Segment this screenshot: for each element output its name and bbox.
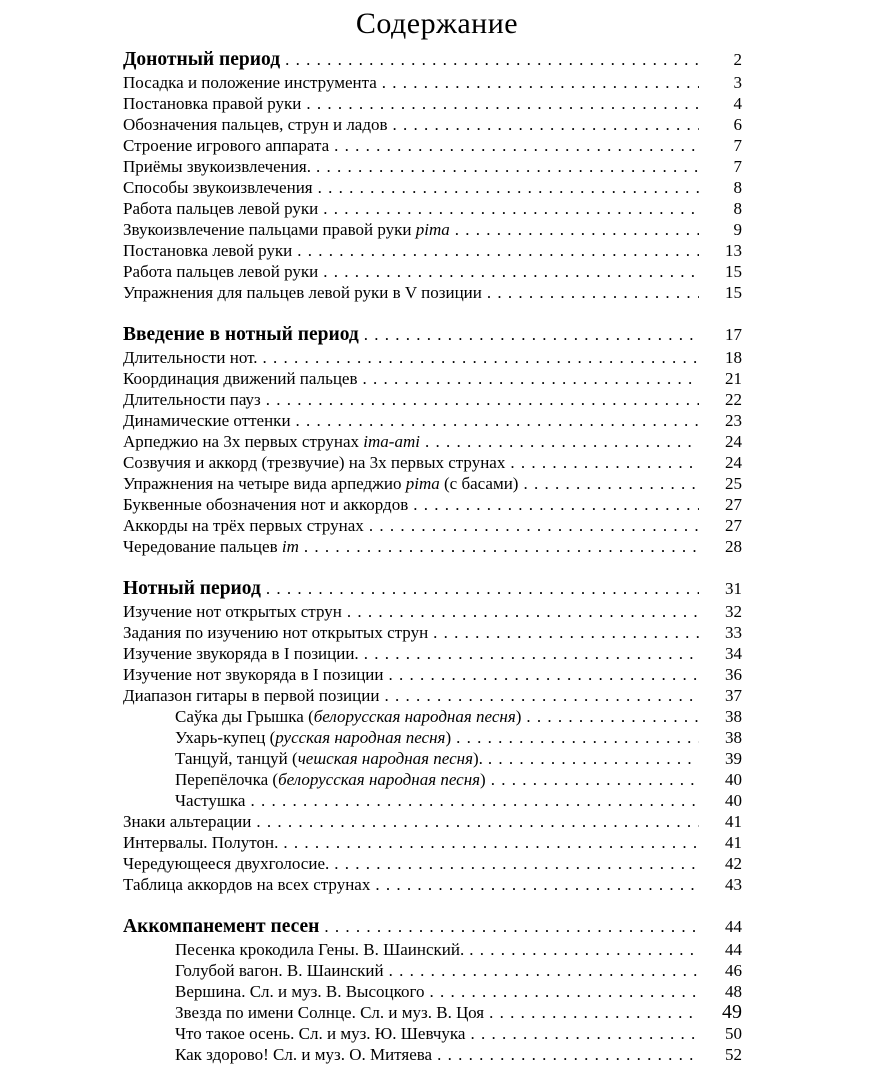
entry-text-italic: белорусская народная песня xyxy=(313,707,516,726)
toc-entry-label xyxy=(175,960,384,981)
entry-text: Знаки альтерации xyxy=(123,812,252,831)
toc-entry-row xyxy=(123,874,742,895)
toc-entry-row xyxy=(123,282,742,303)
toc-entry-label xyxy=(123,622,428,643)
toc-entry-row xyxy=(123,114,742,135)
toc-entry-row xyxy=(123,1002,742,1023)
page-number: 46 xyxy=(725,961,742,980)
dot-leader xyxy=(489,1002,699,1023)
toc-entry-label xyxy=(123,114,388,135)
toc-entry-label xyxy=(123,473,518,494)
toc-entry-label xyxy=(123,601,342,622)
toc-entry-row xyxy=(123,368,742,389)
page-number: 7 xyxy=(733,136,742,155)
toc-entry-row xyxy=(123,219,742,240)
toc-entry-label xyxy=(123,410,291,431)
toc-entry-label xyxy=(123,536,299,557)
toc-entry-label xyxy=(123,240,292,261)
toc-entry-label xyxy=(123,156,311,177)
page-number: 44 xyxy=(725,917,742,936)
entry-text: Что такое осень. Сл. и муз. Ю. Шевчука xyxy=(175,1024,466,1043)
toc-entry-label xyxy=(175,790,245,811)
dot-leader xyxy=(491,769,699,790)
entry-text: Изучение звукоряда в I позиции. xyxy=(123,644,359,663)
page-number: 21 xyxy=(725,369,742,388)
entry-text: Как здорово! Сл. и муз. О. Митяева xyxy=(175,1045,433,1064)
entry-text: ) xyxy=(480,770,486,789)
page-number: 15 xyxy=(725,283,742,302)
toc-entry-row xyxy=(123,240,742,261)
dot-leader xyxy=(304,536,699,557)
entry-text: Ухарь-купец ( xyxy=(175,728,276,747)
entry-text: Динамические оттенки xyxy=(123,411,291,430)
toc-entry-row xyxy=(123,1044,742,1065)
entry-text: ) xyxy=(515,707,522,726)
toc-entry-row xyxy=(123,494,742,515)
entry-text: Диапазон гитары в первой позиции xyxy=(123,686,380,705)
entry-text-italic: белорусская народная песня xyxy=(278,770,481,789)
toc-entry-row xyxy=(123,832,742,853)
toc-entry-row xyxy=(123,727,742,748)
page-number: 39 xyxy=(725,749,742,768)
toc-entry-row xyxy=(123,939,742,960)
entry-text: Голубой вагон. В. Шаинский xyxy=(175,961,384,980)
entry-text: Танцуй, танцуй ( xyxy=(175,749,298,768)
dot-leader xyxy=(250,790,699,811)
entry-text-italic: im xyxy=(281,537,299,556)
dot-leader xyxy=(488,748,699,769)
page-number: 36 xyxy=(725,665,742,684)
entry-text: Упражнения на четыре вида арпеджио xyxy=(123,474,406,493)
dot-leader xyxy=(323,198,699,219)
dot-leader xyxy=(389,664,700,685)
toc-entry-label xyxy=(123,832,278,853)
dot-leader xyxy=(316,156,699,177)
toc-section-row xyxy=(123,577,742,601)
page-number: 49 xyxy=(722,1001,742,1023)
toc-section-row xyxy=(123,323,742,347)
toc-entry-row xyxy=(123,769,742,790)
entry-text: Звезда по имени Солнце. Сл. и муз. В. Цоя xyxy=(175,1003,485,1022)
toc-entry-row xyxy=(123,601,742,622)
toc-entry-label xyxy=(123,389,261,410)
dot-leader xyxy=(469,939,699,960)
toc-entry-label xyxy=(175,1023,465,1044)
toc-entry-label xyxy=(123,135,329,156)
toc-section-title: Аккомпанемент песен xyxy=(123,916,320,937)
entry-text: Постановка левой руки xyxy=(123,241,293,260)
dot-leader xyxy=(437,1044,699,1065)
page-number: 34 xyxy=(725,644,742,663)
entry-text-italic: pima xyxy=(415,220,450,239)
toc-entry-label xyxy=(175,939,464,960)
toc-section-row xyxy=(123,915,742,939)
dot-leader xyxy=(384,685,699,706)
page-title: Содержание xyxy=(355,7,519,40)
entry-text: Саўка ды Грышка ( xyxy=(175,707,314,726)
toc-entry-label xyxy=(123,811,251,832)
entry-text: Изучение нот звукоряда в I позиции xyxy=(123,665,384,684)
toc-entry-label xyxy=(123,198,318,219)
dot-leader xyxy=(334,135,699,156)
dot-leader xyxy=(263,347,699,368)
page-number: 25 xyxy=(725,474,742,493)
toc-entry-label xyxy=(123,282,482,303)
toc-entry-row xyxy=(123,135,742,156)
entry-text: Таблица аккордов на всех струнах xyxy=(123,875,371,894)
toc-entry-row xyxy=(123,431,742,452)
entry-text: (с басами) xyxy=(439,474,519,493)
entry-text: Чередующееся двухголосие. xyxy=(123,854,330,873)
entry-text: Координация движений пальцев xyxy=(123,369,358,388)
dot-leader xyxy=(306,93,699,114)
toc-entry-label xyxy=(123,853,329,874)
dot-leader xyxy=(296,410,699,431)
dot-leader xyxy=(389,960,699,981)
toc-entry-row xyxy=(123,706,742,727)
toc-entry-row xyxy=(123,156,742,177)
toc-entry-label xyxy=(123,431,420,452)
page-number: 2 xyxy=(733,50,742,69)
toc-section-title: Нотный период xyxy=(123,578,261,599)
toc-entry-label xyxy=(123,452,505,473)
page-number: 23 xyxy=(725,411,742,430)
toc-entry-row xyxy=(123,536,742,557)
toc-entry-label xyxy=(123,177,313,198)
page-number: 48 xyxy=(725,982,742,1001)
entry-text: Посадка и положение инструмента xyxy=(123,73,377,92)
toc-entry-label xyxy=(175,1044,432,1065)
entry-text: Частушка xyxy=(175,791,246,810)
toc-entry-label xyxy=(123,643,359,664)
toc-entry-row xyxy=(123,515,742,536)
dot-leader xyxy=(285,48,699,72)
dot-leader xyxy=(369,515,699,536)
entry-text: Созвучия и аккорд (трезвучие) на 3х первых струнах xyxy=(123,453,506,472)
entry-text: Упражнения для пальцев левой руки в V позиции xyxy=(123,283,482,302)
dot-leader xyxy=(318,177,699,198)
toc-entry-label xyxy=(123,515,364,536)
page-number: 43 xyxy=(725,875,742,894)
page-number: 42 xyxy=(725,854,742,873)
toc-section-title: Введение в нотный период xyxy=(123,324,359,345)
toc-entry-label xyxy=(123,664,384,685)
toc-list xyxy=(123,48,742,1065)
entry-text: Приёмы звукоизвлечения. xyxy=(123,157,311,176)
toc-entry-row xyxy=(123,1023,742,1044)
toc-entry-label xyxy=(123,72,377,93)
toc-section-row xyxy=(123,48,742,72)
dot-leader xyxy=(266,389,699,410)
page-number: 17 xyxy=(725,325,742,344)
entry-text: Постановка правой руки xyxy=(123,94,302,113)
entry-text-italic: ima-ami xyxy=(363,432,420,451)
page-number: 40 xyxy=(725,791,742,810)
toc-entry-row xyxy=(123,452,742,473)
toc-entry-row xyxy=(123,177,742,198)
entry-text: Вершина. Сл. и муз. В. Высоцкого xyxy=(175,982,425,1001)
toc-entry-row xyxy=(123,72,742,93)
page-number: 22 xyxy=(725,390,742,409)
entry-text-italic: русская народная песня xyxy=(275,728,446,747)
entry-text: Буквенные обозначения нот и аккордов xyxy=(123,495,409,514)
dot-leader xyxy=(375,874,699,895)
page-number: 41 xyxy=(725,833,742,852)
toc-entry-row xyxy=(123,664,742,685)
entry-text: Перепёлочка ( xyxy=(175,770,279,789)
toc-entry-row xyxy=(123,622,742,643)
page-number: 18 xyxy=(725,348,742,367)
page-number: 7 xyxy=(733,157,742,176)
toc-entry-row xyxy=(123,853,742,874)
dot-leader xyxy=(347,601,699,622)
dot-leader xyxy=(297,240,699,261)
toc-entry-label xyxy=(175,748,483,769)
dot-leader xyxy=(324,915,699,939)
toc-entry-label xyxy=(175,1002,484,1023)
toc-section-title: Донотный период xyxy=(123,49,281,70)
dot-leader xyxy=(425,431,699,452)
page-number: 27 xyxy=(725,516,742,535)
dot-leader xyxy=(510,452,699,473)
page-number: 24 xyxy=(725,453,742,472)
dot-leader xyxy=(455,219,699,240)
dot-leader xyxy=(523,473,699,494)
page-number: 41 xyxy=(725,812,742,831)
dot-leader xyxy=(266,577,699,601)
toc-entry-row xyxy=(123,473,742,494)
page-number: 15 xyxy=(725,262,742,281)
page-number: 6 xyxy=(733,115,742,134)
toc-entry-row xyxy=(123,198,742,219)
toc-entry-row xyxy=(123,261,742,282)
dot-leader xyxy=(334,853,699,874)
page-number: 44 xyxy=(725,940,742,959)
dot-leader xyxy=(364,643,699,664)
toc-entry-row xyxy=(123,389,742,410)
page-number: 28 xyxy=(725,537,742,556)
dot-leader xyxy=(430,981,699,1002)
toc-entry-label xyxy=(175,727,451,748)
entry-text: Строение игрового аппарата xyxy=(123,136,330,155)
entry-text: Задания по изучению нот открытых струн xyxy=(123,623,429,642)
page-number: 38 xyxy=(725,728,742,747)
toc-entry-label xyxy=(175,981,425,1002)
entry-text: Длительности пауз xyxy=(123,390,261,409)
toc-entry-label xyxy=(123,874,370,895)
dot-leader xyxy=(413,494,699,515)
entry-text: Обозначения пальцев, струн и ладов xyxy=(123,115,388,134)
toc-entry-row xyxy=(123,790,742,811)
entry-text: ). xyxy=(473,749,483,768)
page-number: 8 xyxy=(733,178,742,197)
toc-entry-label xyxy=(123,347,258,368)
toc-entry-label xyxy=(123,685,379,706)
dot-leader xyxy=(526,706,699,727)
page-number: 33 xyxy=(725,623,742,642)
dot-leader xyxy=(393,114,699,135)
toc-entry-row xyxy=(123,811,742,832)
toc-entry-row xyxy=(123,981,742,1002)
entry-text: Работа пальцев левой руки xyxy=(123,199,319,218)
entry-text: Звукоизвлечение пальцами правой руки xyxy=(123,220,416,239)
page-number: 40 xyxy=(725,770,742,789)
entry-text: Арпеджио на 3х первых струнах xyxy=(123,432,364,451)
page-number: 13 xyxy=(725,241,742,260)
toc-entry-label xyxy=(123,494,408,515)
page-number: 27 xyxy=(725,495,742,514)
toc-entry-label xyxy=(123,93,301,114)
toc-entry-row xyxy=(123,93,742,114)
dot-leader xyxy=(456,727,699,748)
page-number: 24 xyxy=(725,432,742,451)
page-number: 3 xyxy=(733,73,742,92)
page-number: 8 xyxy=(733,199,742,218)
dot-leader xyxy=(487,282,699,303)
entry-text: Интервалы. Полутон. xyxy=(123,833,279,852)
page-number: 37 xyxy=(725,686,742,705)
toc-entry-label xyxy=(123,261,318,282)
page-number: 50 xyxy=(725,1024,742,1043)
dot-leader xyxy=(433,622,699,643)
toc-entry-row xyxy=(123,685,742,706)
page-number: 52 xyxy=(725,1045,742,1064)
toc-entry-label xyxy=(175,706,521,727)
page-number: 32 xyxy=(725,602,742,621)
dot-leader xyxy=(470,1023,699,1044)
dot-leader xyxy=(382,72,699,93)
toc-entry-label xyxy=(123,219,450,240)
dot-leader xyxy=(283,832,699,853)
dot-leader xyxy=(364,323,699,347)
entry-text: Чередование пальцев xyxy=(123,537,282,556)
page-number: 38 xyxy=(725,707,742,726)
dot-leader xyxy=(256,811,699,832)
entry-text: Способы звукоизвлечения xyxy=(123,178,313,197)
toc-entry-row xyxy=(123,643,742,664)
entry-text: Работа пальцев левой руки xyxy=(123,262,319,281)
page-number: 31 xyxy=(725,579,742,598)
entry-text: Изучение нот открытых струн xyxy=(123,602,342,621)
toc-entry-row xyxy=(123,347,742,368)
toc-entry-row xyxy=(123,748,742,769)
entry-text: Длительности нот. xyxy=(123,348,258,367)
page-number: 4 xyxy=(733,94,742,113)
entry-text: Аккорды на трёх первых струнах xyxy=(123,516,364,535)
page-number: 9 xyxy=(733,220,742,239)
dot-leader xyxy=(363,368,699,389)
toc-entry-label xyxy=(123,368,358,389)
toc-entry-label xyxy=(175,769,486,790)
toc-entry-row xyxy=(123,960,742,981)
entry-text: Песенка крокодила Гены. В. Шаинский. xyxy=(175,940,465,959)
toc-entry-row xyxy=(123,410,742,431)
entry-text: ) xyxy=(445,728,452,747)
entry-text-italic: чешская народная песня xyxy=(297,749,473,768)
dot-leader xyxy=(323,261,699,282)
entry-text-italic: pima xyxy=(405,474,440,493)
